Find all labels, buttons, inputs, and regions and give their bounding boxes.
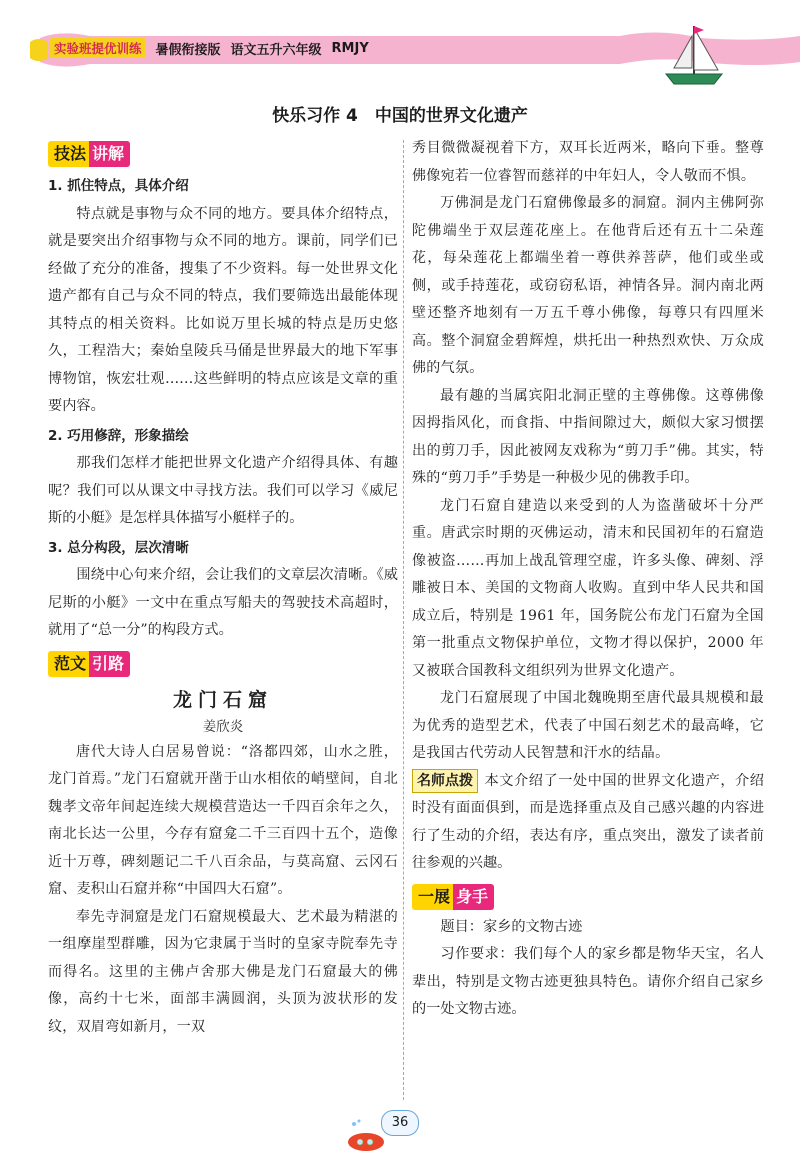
practice-requirement: 习作要求：我们每个人的家乡都是物华天宝，名人辈出，特别是文物古迹更独具特色。请你介绍自己家乡的一处文物古迹。 (412, 946, 764, 1017)
technique-heading-1: 1. 抓住特点，具体介绍 (48, 178, 189, 194)
page-number: 36 (381, 1110, 419, 1136)
practice-topic: 题目：家乡的文物古迹 (440, 918, 583, 935)
technique-text-2: 那我们怎样才能把世界文化遗产介绍得具体、有趣呢？我们可以从课文中寻找方法。我们可以学习《威尼斯的小艇》是怎样具体描写小艇样子的。 (48, 455, 398, 526)
practice-badge-b: 身手 (453, 884, 494, 910)
practice-badge-a: 一展 (412, 884, 453, 910)
header-info (50, 38, 369, 58)
essay-paragraph-3: 万佛洞是龙门石窟佛像最多的洞窟。洞内主佛阿弥陀佛端坐于双层莲花座上。在他背后还有五十二朵莲花，每朵莲花上都端坐着一尊供养菩萨，他们或坐或侧，或手持莲花，或窃窃私语，神情各异。洞内南北两壁还整齐地刻有一万五千尊小佛像，每尊只有四厘米高。整个洞窟金碧辉煌，烘托出一种热烈欢快、万众成佛的气氛。 (412, 195, 764, 376)
subject-label: 语文五升六年级 (230, 42, 322, 58)
technique-heading-2: 2. 巧用修辞，形象描绘 (48, 427, 189, 444)
essay-paragraph-5: 龙门石窟自建造以来受到的人为盗凿破坏十分严重。唐武宗时期的灭佛运动，清末和民国初年的石窟造像被盗……再加上战乱管理空虚，许多头像、碑刻、浮雕被日本、美国的文物商人收购。直到中华人民共和国成立后，特别是 1961 年，国务院公布龙门石窟为全国第一批重点文物保护单位，文物才得以保护，2000 年又被联合国教科文组织列为世界文化遗产。 (412, 497, 764, 679)
essay-title: 龙门石窟 (172, 688, 273, 711)
sailboat-icon (658, 22, 728, 90)
right-column (412, 135, 764, 1024)
page-title: 快乐习作 4 中国的世界文化遗产 (272, 106, 528, 126)
practice-badge (412, 884, 494, 910)
essay-paragraph-2-cont: 秀目微微凝视着下方，双耳长近两米，略向下垂。整尊佛像宛若一位睿智而慈祥的中年妇人，令人敬而不惧。 (412, 140, 764, 184)
teacher-note (412, 768, 764, 878)
model-badge-a: 范文 (48, 651, 89, 677)
essay-paragraph-2: 奉先寺洞窟是龙门石窟规模最大、艺术最为精湛的一组摩崖型群雕，因为它隶属于当时的皇家寺院奉先寺而得名。这里的主佛卢舍那大佛是龙门石窟最大的佛像，高约十七米，面部丰满圆润，头顶为波状形的发纹，双眉弯如新月，一双 (48, 908, 398, 1035)
teacher-note-badge: 名师点拨 (412, 769, 478, 793)
edition-label: 暑假衔接版 (155, 42, 221, 58)
technique-badge-a: 技法 (48, 141, 89, 167)
essay-paragraph-1: 唐代大诗人白居易曾说：“洛都四郊，山水之胜，龙门首焉。”龙门石窟就开凿于山水相依的峭壁间，自北魏孝文帝年间起连续大规模营造达一千四百余年之久，南北长达一公里，今存有窟龛二千三百四十五个，造像近十万尊，碑刻题记二千八百余品，与莫高窟、云冈石窟、麦积山石窟并称“中国四大石窟”。 (48, 743, 398, 897)
essay-author: 姜欣炎 (202, 718, 244, 735)
technique-heading-3: 3. 总分构段，层次清晰 (48, 539, 189, 556)
teacher-note-text: 本文介绍了一处中国的世界文化遗产，介绍时没有面面俱到，而是选择重点及自己感兴趣的内容进行了生动的介绍，表达有序，重点突出，激发了读者前往参观的兴趣。 (412, 772, 764, 871)
technique-text-3: 围绕中心句来介绍，会让我们的文章层次清晰。《威尼斯的小艇》一文中在重点写船夫的驾驶技术高超时，就用了“总一分”的构段方式。 (48, 567, 398, 638)
essay-paragraph-4: 最有趣的当属宾阳北洞正壁的主尊佛像。这尊佛像因拇指风化，而食指、中指间隙过大，颇似大家习惯摆出的剪刀手，因此被网友戏称为“剪刀手”佛。其实，特殊的“剪刀手”手势是一种极少见的佛教手印。 (412, 387, 764, 486)
left-column (48, 135, 398, 1041)
model-badge-b: 引路 (89, 651, 130, 677)
technique-badge-b: 讲解 (89, 141, 130, 167)
essay-paragraph-6: 龙门石窟展现了中国北魏晚期至唐代最具规模和最为优秀的造型艺术，代表了中国石刻艺术的最高峰，它是我国古代劳动人民智慧和汗水的结晶。 (412, 690, 764, 761)
publisher-label: RMJY (331, 40, 369, 56)
technique-text-1: 特点就是事物与众不同的地方。要具体介绍特点，就是要突出介绍事物与众不同的地方。课前，同学们已经做了充分的准备，搜集了不少资料。每一处世界文化遗产都有自己与众不同的特点，我们要筛选出最能体现其特点的相关资料。比如说万里长城的特点是历史悠久，工程浩大；秦始皇陵兵马俑是世界最大的地下军事博物馆，恢宏壮观……这些鲜明的特点应该是文章的重要内容。 (48, 205, 398, 414)
series-name: 实验班提优训练 (50, 38, 146, 58)
technique-badge (48, 141, 130, 167)
column-divider (403, 140, 404, 1100)
model-badge (48, 651, 130, 677)
